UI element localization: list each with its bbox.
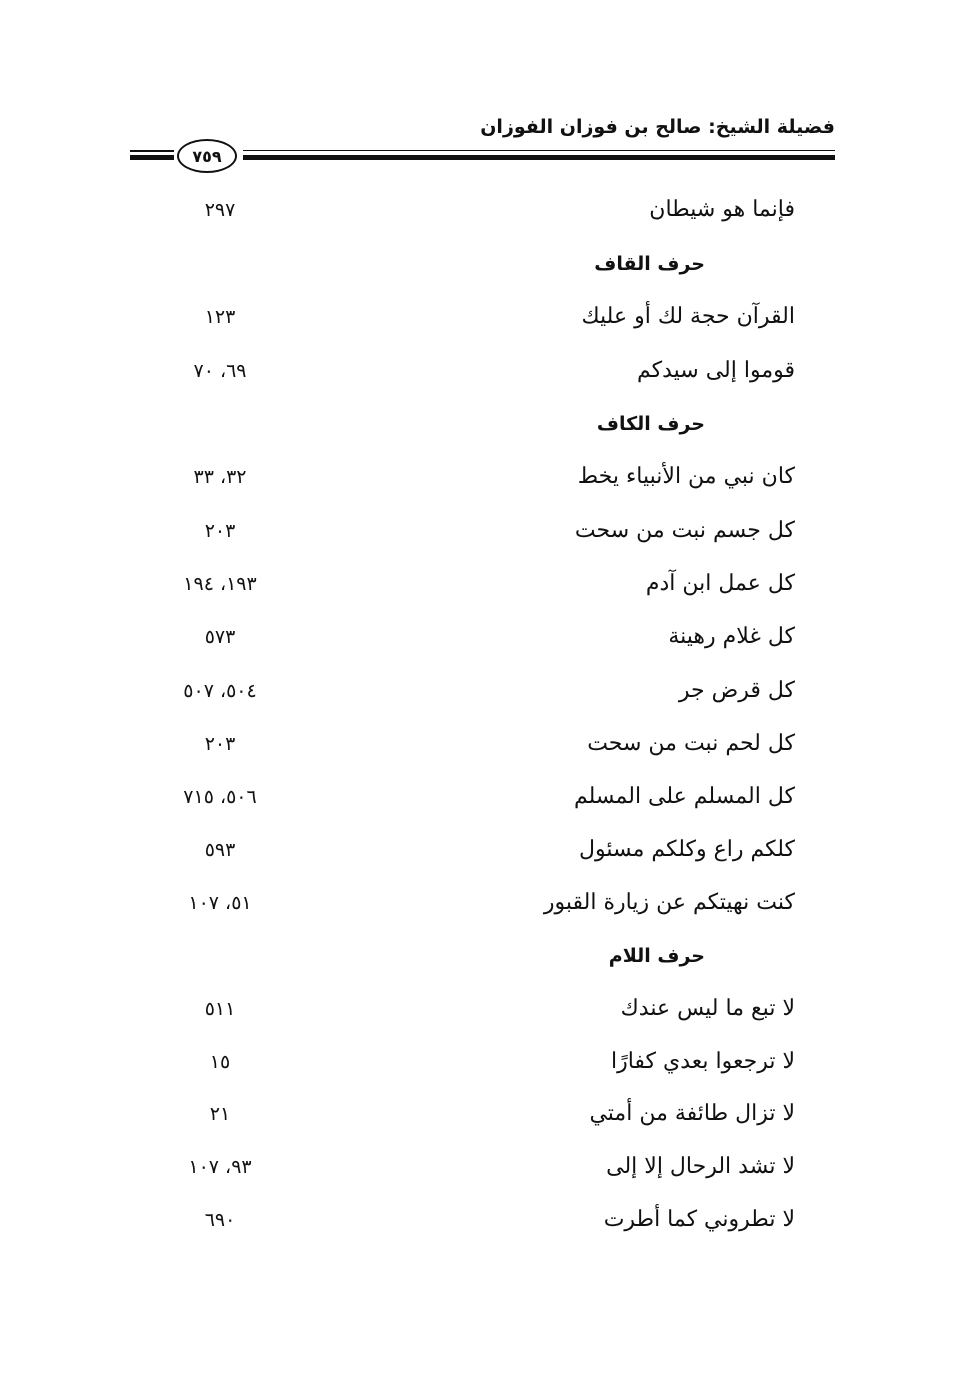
page-references: ١٥ [209, 1051, 231, 1073]
index-entry [0, 351, 953, 391]
page-references: ٥١، ١٠٧ [188, 892, 252, 914]
hadith-text: كل قرض جر [678, 678, 795, 703]
page-references: ٣٢، ٣٣ [193, 466, 247, 488]
page-references: ٢١ [209, 1103, 231, 1125]
hadith-text: كل المسلم على المسلم [573, 784, 795, 809]
page-references: ٢٠٣ [204, 520, 236, 542]
page-references: ٢٩٧ [204, 199, 236, 221]
section-heading-text: حرف الكاف [596, 413, 705, 435]
hadith-text: القرآن حجة لك أو عليك [581, 304, 795, 329]
index-entry [0, 564, 953, 604]
hadith-text: كنت نهيتكم عن زيارة القبور [543, 890, 795, 915]
hadith-text: قوموا إلى سيدكم [636, 358, 795, 383]
hadith-text: كل جسم نبت من سحت [574, 518, 795, 543]
index-entry [0, 671, 953, 711]
hadith-text: لا تطروني كما أطرت [603, 1207, 795, 1232]
section-heading [0, 406, 953, 442]
page-references: ٥٠٤، ٥٠٧ [183, 680, 257, 702]
index-entry [0, 883, 953, 923]
hadith-text: كل عمل ابن آدم [645, 571, 795, 596]
page-references: ٥١١ [204, 998, 236, 1020]
index-entry [0, 830, 953, 870]
hadith-text: كل غلام رهينة [668, 624, 795, 649]
index-entry [0, 190, 953, 230]
page-number-oval: ٧٥٩ [177, 139, 237, 173]
hadith-text: لا تبع ما ليس عندك [620, 996, 795, 1021]
index-entry [0, 1200, 953, 1240]
index-entry [0, 457, 953, 497]
page-references: ٥٩٣ [204, 839, 236, 861]
section-heading [0, 938, 953, 974]
index-entry [0, 1147, 953, 1187]
index-entry [0, 297, 953, 337]
index-entry [0, 617, 953, 657]
index-entry [0, 777, 953, 817]
page-references: ٥٧٣ [204, 626, 236, 648]
header-rule-left-thin [130, 150, 174, 152]
header-rule-left-thick [130, 155, 174, 160]
page-references: ١٢٣ [204, 306, 236, 328]
section-heading [0, 246, 953, 282]
index-entry [0, 1094, 953, 1134]
hadith-text: فإنما هو شيطان [649, 197, 795, 222]
page-references: ٢٠٣ [204, 733, 236, 755]
index-entry [0, 1042, 953, 1082]
page-references: ٦٩٠ [204, 1209, 236, 1231]
hadith-text: لا تزال طائفة من أمتي [589, 1101, 795, 1126]
hadith-text: كل لحم نبت من سحت [587, 731, 795, 756]
page-references: ٥٠٦، ٧١٥ [183, 786, 257, 808]
hadith-text: لا تشد الرحال إلا إلى [606, 1154, 795, 1179]
page-references: ١٩٣، ١٩٤ [183, 573, 257, 595]
index-entry [0, 724, 953, 764]
hadith-text: كان نبي من الأنبياء يخط [577, 464, 795, 489]
hadith-text: لا ترجعوا بعدي كفارًا [610, 1049, 795, 1074]
page-references: ٦٩، ٧٠ [193, 360, 247, 382]
page-references: ٩٣، ١٠٧ [188, 1156, 252, 1178]
section-heading-text: حرف القاف [594, 253, 705, 275]
running-header-title: فضيلة الشيخ: صالح بن فوزان الفوزان [480, 116, 835, 138]
header-rule-thick [243, 155, 835, 160]
index-entry [0, 511, 953, 551]
section-heading-text: حرف اللام [608, 945, 705, 967]
index-entry [0, 989, 953, 1029]
header-rule-thin [243, 150, 835, 151]
hadith-text: كلكم راع وكلكم مسئول [579, 837, 795, 862]
